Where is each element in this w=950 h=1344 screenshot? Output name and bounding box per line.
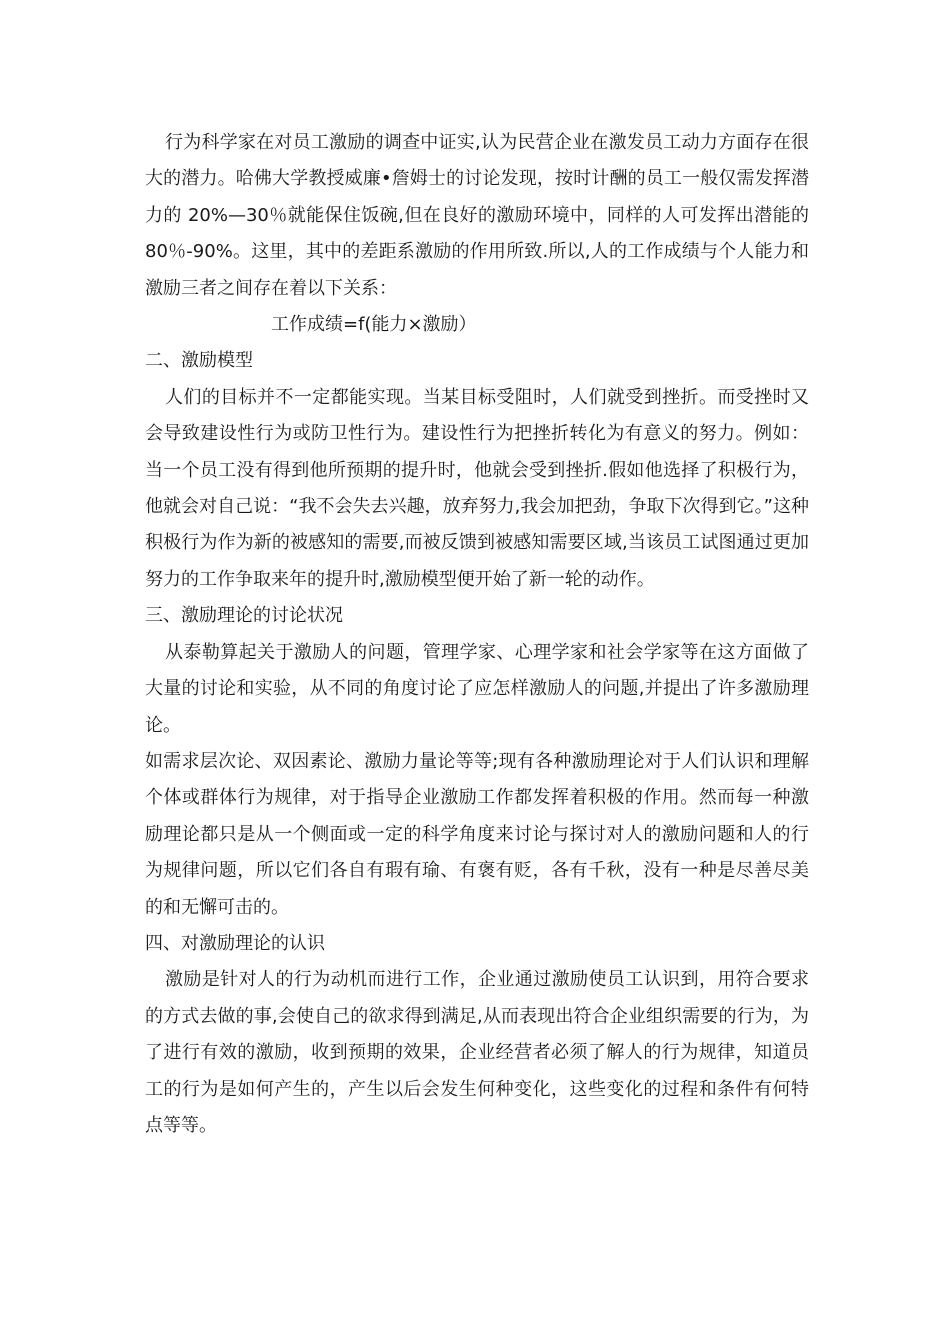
section-heading-3: 三、激励理论的讨论状况: [145, 605, 343, 627]
section-heading-2: 二、激励模型: [145, 350, 253, 372]
paragraph-incentive-model: 人们的目标并不一定都能实现。当某目标受阻时，人们就受到挫折。而受挫时又会导致建设性行为或防卫性行为。建设性行为把挫折转化为有意义的努力。例如：当一个员工没有得到他所预期的提升时，他就会受到挫折.假如他选择了积极行为，他就会对自己说：“我不会失去兴趣，放弃努力,我会加把劲，争取下次得到它。”这种积极行为作为新的被感知的需要,而被反馈到被感知需要区域,当该员工试图通过更加努力的工作争取来年的提升时,激励模型便开始了新一轮的动作。: [145, 386, 809, 590]
paragraph-theories: 如需求层次论、双因素论、激励力量论等等;现有各种激励理论对于人们认识和理解个体或群体行为规律，对于指导企业激励工作都发挥着积极的作用。然而每一种激励理论都只是从一个侧面或一定的科学角度来讨论与探讨对人的激励问题和人的行为规律问题，所以它们各自有瑕有瑜、有褒有贬，各有千秋，没有一种是尽善尽美的和无懈可击的。: [145, 750, 809, 918]
paragraph-intro: 行为科学家在对员工激励的调查中证实,认为民营企业在激发员工动力方面存在很大的潜力。哈佛大学教授威廉•詹姆士的讨论发现，按时计酬的员工一般仅需发挥潜力的 20%—30％就能保住饭碗,但在良好的激励环境中，同样的人可发挥出潜能的 80％-90%。这里，其中的差距系激励的作用所致.所以,人的工作成绩与个人能力和激励三者之间存在着以下关系：: [145, 132, 809, 299]
formula-line: 工作成绩=f(能力×激励）: [271, 314, 477, 336]
section-heading-4: 四、对激励理论的认识: [145, 932, 325, 954]
document-page: [145, 125, 809, 1144]
paragraph-understanding: 激励是针对人的行为动机而进行工作，企业通过激励使员工认识到，用符合要求的方式去做的事,会使自己的欲求得到满足,从而表现出符合企业组织需要的行为，为了进行有效的激励，收到预期的效果，企业经营者必须了解人的行为规律，知道员工的行为是如何产生的，产生以后会发生何种变化，这些变化的过程和条件有何特点等等。: [145, 969, 809, 1136]
paragraph-research-status: 从泰勒算起关于激励人的问题，管理学家、心理学家和社会学家等在这方面做了大量的讨论和实验，从不同的角度讨论了应怎样激励人的问题,并提出了许多激励理论。: [145, 641, 809, 736]
